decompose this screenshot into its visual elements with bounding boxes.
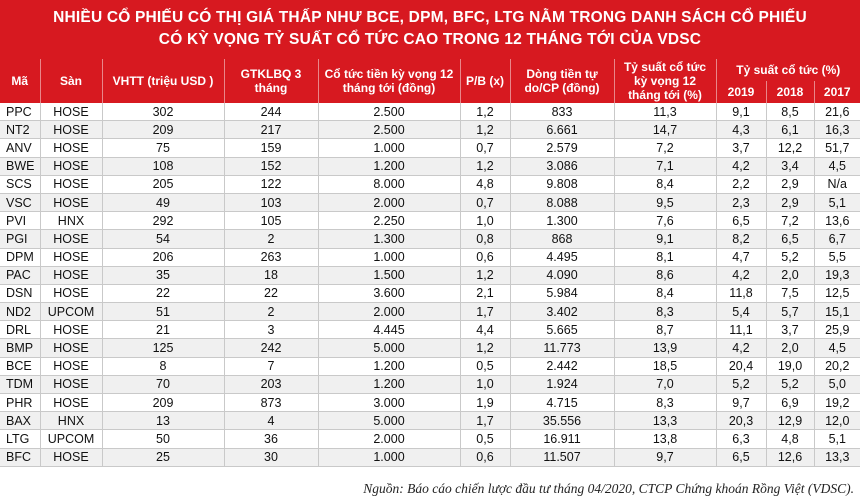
table-row bbox=[0, 121, 860, 139]
table-cell: 18 bbox=[224, 266, 318, 284]
table-row bbox=[0, 193, 860, 211]
header-ty-suat-group: Tỷ suất cổ tức (%) bbox=[716, 59, 860, 81]
table-cell: NT2 bbox=[0, 121, 40, 139]
table-cell: 6,5 bbox=[716, 212, 766, 230]
table-cell: 8,2 bbox=[716, 230, 766, 248]
table-cell: 4,5 bbox=[814, 339, 860, 357]
table-row bbox=[0, 412, 860, 430]
table-cell: HOSE bbox=[40, 394, 102, 412]
table-cell: VSC bbox=[0, 193, 40, 211]
table-cell: 13,8 bbox=[614, 430, 716, 448]
table-cell: 5.984 bbox=[510, 284, 614, 302]
table-cell: 11,3 bbox=[614, 103, 716, 121]
table-cell: 5,7 bbox=[766, 303, 814, 321]
table-cell: PPC bbox=[0, 103, 40, 121]
table-cell: 1.500 bbox=[318, 266, 460, 284]
table-cell: HOSE bbox=[40, 284, 102, 302]
table-cell: 1.200 bbox=[318, 375, 460, 393]
table-cell: 4.445 bbox=[318, 321, 460, 339]
table-cell: 7,5 bbox=[766, 284, 814, 302]
table-row bbox=[0, 448, 860, 466]
table-cell: 868 bbox=[510, 230, 614, 248]
table-cell: 6,9 bbox=[766, 394, 814, 412]
table-cell: 21,6 bbox=[814, 103, 860, 121]
table-cell: 6,5 bbox=[716, 448, 766, 466]
table-cell: 8,3 bbox=[614, 394, 716, 412]
header-ty-suat-ky-vong: Tỷ suất cổ tức kỳ vọng 12 tháng tới (%) bbox=[614, 59, 716, 103]
table-cell: 11,1 bbox=[716, 321, 766, 339]
table-cell: 263 bbox=[224, 248, 318, 266]
table-cell: 1,2 bbox=[460, 103, 510, 121]
table-cell: 49 bbox=[102, 193, 224, 211]
header-san: Sàn bbox=[40, 59, 102, 103]
table-cell: 13 bbox=[102, 412, 224, 430]
table-cell: 22 bbox=[224, 284, 318, 302]
table-cell: 5.000 bbox=[318, 412, 460, 430]
table-cell: 30 bbox=[224, 448, 318, 466]
table-cell: 1.200 bbox=[318, 357, 460, 375]
table-row bbox=[0, 357, 860, 375]
table-cell: 5.665 bbox=[510, 321, 614, 339]
table-cell: 6,7 bbox=[814, 230, 860, 248]
table-row bbox=[0, 103, 860, 121]
table-cell: 5,2 bbox=[716, 375, 766, 393]
table-cell: ND2 bbox=[0, 303, 40, 321]
table-cell: HOSE bbox=[40, 448, 102, 466]
table-cell: 2.000 bbox=[318, 193, 460, 211]
table-cell: 4,3 bbox=[716, 121, 766, 139]
table-cell: 1,7 bbox=[460, 412, 510, 430]
table-cell: HOSE bbox=[40, 230, 102, 248]
table-cell: 8,4 bbox=[614, 175, 716, 193]
table-cell: HOSE bbox=[40, 357, 102, 375]
table-cell: DPM bbox=[0, 248, 40, 266]
table-cell: 20,3 bbox=[716, 412, 766, 430]
table-cell: 5,2 bbox=[766, 375, 814, 393]
table-cell: 3,7 bbox=[766, 321, 814, 339]
table-cell: 20,4 bbox=[716, 357, 766, 375]
table-cell: 873 bbox=[224, 394, 318, 412]
table-cell: 1,2 bbox=[460, 121, 510, 139]
table-cell: 9,1 bbox=[614, 230, 716, 248]
table-cell: DRL bbox=[0, 321, 40, 339]
table-cell: 209 bbox=[102, 394, 224, 412]
table-cell: 2.500 bbox=[318, 103, 460, 121]
table-cell: HOSE bbox=[40, 375, 102, 393]
table-cell: 51 bbox=[102, 303, 224, 321]
table-cell: 2.000 bbox=[318, 430, 460, 448]
table-cell: 13,3 bbox=[614, 412, 716, 430]
table-cell: 1.924 bbox=[510, 375, 614, 393]
table-cell: 1,9 bbox=[460, 394, 510, 412]
table-row bbox=[0, 248, 860, 266]
header-co-tuc-ky-vong: Cổ tức tiền kỳ vọng 12 tháng tới (đồng) bbox=[318, 59, 460, 103]
table-cell: 2,3 bbox=[716, 193, 766, 211]
table-cell: 3,7 bbox=[716, 139, 766, 157]
table-cell: 4.495 bbox=[510, 248, 614, 266]
header-dong-tien: Dòng tiền tự do/CP (đồng) bbox=[510, 59, 614, 103]
title-banner bbox=[0, 0, 860, 59]
table-cell: 11.507 bbox=[510, 448, 614, 466]
table-cell: BAX bbox=[0, 412, 40, 430]
table-cell: 4.715 bbox=[510, 394, 614, 412]
table-cell: HOSE bbox=[40, 266, 102, 284]
table-row bbox=[0, 175, 860, 193]
table-cell: 4,8 bbox=[766, 430, 814, 448]
table-cell: 2,0 bbox=[766, 339, 814, 357]
table-cell: BMP bbox=[0, 339, 40, 357]
table-cell: 4,5 bbox=[814, 157, 860, 175]
table-row bbox=[0, 321, 860, 339]
table-cell: 8 bbox=[102, 357, 224, 375]
table-cell: 13,9 bbox=[614, 339, 716, 357]
table-cell: 292 bbox=[102, 212, 224, 230]
header-year-2017: 2017 bbox=[814, 81, 860, 103]
table-cell: HOSE bbox=[40, 103, 102, 121]
table-cell: 13,6 bbox=[814, 212, 860, 230]
table-cell: 3,4 bbox=[766, 157, 814, 175]
table-cell: 7 bbox=[224, 357, 318, 375]
table-cell: HNX bbox=[40, 412, 102, 430]
source-note: Nguồn: Báo cáo chiến lược đầu tư tháng 04/2020, CTCP Chứng khoán Rồng Việt (VDSC). bbox=[363, 480, 854, 496]
table-cell: SCS bbox=[0, 175, 40, 193]
table-cell: 4,4 bbox=[460, 321, 510, 339]
table-cell: 1,2 bbox=[460, 157, 510, 175]
table-cell: HOSE bbox=[40, 175, 102, 193]
table-cell: 25,9 bbox=[814, 321, 860, 339]
table-cell: 12,2 bbox=[766, 139, 814, 157]
table-row bbox=[0, 266, 860, 284]
table-cell: 1.000 bbox=[318, 448, 460, 466]
table-cell: LTG bbox=[0, 430, 40, 448]
table-row bbox=[0, 303, 860, 321]
table-cell: 9,5 bbox=[614, 193, 716, 211]
table-cell: 4,7 bbox=[716, 248, 766, 266]
table-cell: 8,3 bbox=[614, 303, 716, 321]
table-cell: PGI bbox=[0, 230, 40, 248]
table-cell: ANV bbox=[0, 139, 40, 157]
table-row bbox=[0, 284, 860, 302]
table-cell: 21 bbox=[102, 321, 224, 339]
table-cell: 9,7 bbox=[716, 394, 766, 412]
table-row bbox=[0, 139, 860, 157]
header-gtklbq: GTKLBQ 3 tháng bbox=[224, 59, 318, 103]
table-cell: 5,2 bbox=[766, 248, 814, 266]
table-cell: 8,4 bbox=[614, 284, 716, 302]
table-cell: 75 bbox=[102, 139, 224, 157]
table-cell: 209 bbox=[102, 121, 224, 139]
table-cell: 12,0 bbox=[814, 412, 860, 430]
table-cell: 19,3 bbox=[814, 266, 860, 284]
table-cell: 2.579 bbox=[510, 139, 614, 157]
header-ma: Mã bbox=[0, 59, 40, 103]
table-cell: 7,2 bbox=[766, 212, 814, 230]
table-cell: 50 bbox=[102, 430, 224, 448]
table-cell: HOSE bbox=[40, 248, 102, 266]
table-cell: 302 bbox=[102, 103, 224, 121]
table-cell: HOSE bbox=[40, 121, 102, 139]
table-cell: PVI bbox=[0, 212, 40, 230]
table-cell: 25 bbox=[102, 448, 224, 466]
table-cell: 4 bbox=[224, 412, 318, 430]
table-cell: HOSE bbox=[40, 157, 102, 175]
table-cell: 11,8 bbox=[716, 284, 766, 302]
table-cell: 7,1 bbox=[614, 157, 716, 175]
table-cell: UPCOM bbox=[40, 303, 102, 321]
table-cell: 12,6 bbox=[766, 448, 814, 466]
table-cell: 5,1 bbox=[814, 430, 860, 448]
table-cell: DSN bbox=[0, 284, 40, 302]
table-cell: 3.000 bbox=[318, 394, 460, 412]
table-cell: 1,2 bbox=[460, 266, 510, 284]
table-cell: 12,9 bbox=[766, 412, 814, 430]
table-cell: 833 bbox=[510, 103, 614, 121]
table-cell: 2,9 bbox=[766, 175, 814, 193]
table-cell: 0,5 bbox=[460, 357, 510, 375]
table-cell: 9,7 bbox=[614, 448, 716, 466]
table-cell: BFC bbox=[0, 448, 40, 466]
table-cell: 8.000 bbox=[318, 175, 460, 193]
table-cell: 0,6 bbox=[460, 448, 510, 466]
table-cell: 1,0 bbox=[460, 212, 510, 230]
table-cell: 5,5 bbox=[814, 248, 860, 266]
table-cell: 19,0 bbox=[766, 357, 814, 375]
table-cell: 18,5 bbox=[614, 357, 716, 375]
table-cell: 6.661 bbox=[510, 121, 614, 139]
table-cell: 7,6 bbox=[614, 212, 716, 230]
table-cell: 4,2 bbox=[716, 339, 766, 357]
table-row bbox=[0, 430, 860, 448]
table-cell: 1,2 bbox=[460, 339, 510, 357]
table-cell: HNX bbox=[40, 212, 102, 230]
table-cell: 1,0 bbox=[460, 375, 510, 393]
table-cell: 217 bbox=[224, 121, 318, 139]
table-cell: 7,0 bbox=[614, 375, 716, 393]
table-row bbox=[0, 157, 860, 175]
table-cell: 3.402 bbox=[510, 303, 614, 321]
table-cell: 2,0 bbox=[766, 266, 814, 284]
table-cell: 2.250 bbox=[318, 212, 460, 230]
table-cell: 7,2 bbox=[614, 139, 716, 157]
table-cell: 0,7 bbox=[460, 193, 510, 211]
table-cell: 4,8 bbox=[460, 175, 510, 193]
table-cell: N/a bbox=[814, 175, 860, 193]
table-row bbox=[0, 212, 860, 230]
table-row bbox=[0, 394, 860, 412]
table-cell: 1.200 bbox=[318, 157, 460, 175]
table-cell: 3.600 bbox=[318, 284, 460, 302]
table-cell: 5,0 bbox=[814, 375, 860, 393]
table-cell: 19,2 bbox=[814, 394, 860, 412]
table-cell: 159 bbox=[224, 139, 318, 157]
table-cell: 152 bbox=[224, 157, 318, 175]
table-cell: 2.500 bbox=[318, 121, 460, 139]
table-cell: 2.442 bbox=[510, 357, 614, 375]
table-cell: 205 bbox=[102, 175, 224, 193]
table-cell: 2,2 bbox=[716, 175, 766, 193]
table-cell: 1.000 bbox=[318, 248, 460, 266]
table-cell: 108 bbox=[102, 157, 224, 175]
dividend-table bbox=[0, 59, 860, 467]
table-cell: 3 bbox=[224, 321, 318, 339]
table-cell: 5.000 bbox=[318, 339, 460, 357]
table-cell: 4,2 bbox=[716, 266, 766, 284]
table-cell: 35.556 bbox=[510, 412, 614, 430]
table-cell: 105 bbox=[224, 212, 318, 230]
table-cell: HOSE bbox=[40, 193, 102, 211]
table-cell: 203 bbox=[224, 375, 318, 393]
table-cell: 16,3 bbox=[814, 121, 860, 139]
table-cell: 2,9 bbox=[766, 193, 814, 211]
table-cell: 242 bbox=[224, 339, 318, 357]
table-cell: 11.773 bbox=[510, 339, 614, 357]
table-cell: 0,5 bbox=[460, 430, 510, 448]
table-cell: 15,1 bbox=[814, 303, 860, 321]
table-cell: 206 bbox=[102, 248, 224, 266]
header-year-2018: 2018 bbox=[766, 81, 814, 103]
table-cell: BCE bbox=[0, 357, 40, 375]
table-cell: 13,3 bbox=[814, 448, 860, 466]
table-cell: 244 bbox=[224, 103, 318, 121]
table-cell: 0,6 bbox=[460, 248, 510, 266]
title-line-2: CÓ KỲ VỌNG TỶ SUẤT CỔ TỨC CAO TRONG 12 THÁNG TỚI CỦA VDSC bbox=[158, 31, 702, 48]
table-cell: 8,1 bbox=[614, 248, 716, 266]
table-cell: PAC bbox=[0, 266, 40, 284]
table-cell: 36 bbox=[224, 430, 318, 448]
header-pb: P/B (x) bbox=[460, 59, 510, 103]
table-row bbox=[0, 375, 860, 393]
table-cell: 0,7 bbox=[460, 139, 510, 157]
table-cell: 35 bbox=[102, 266, 224, 284]
table-cell: 6,1 bbox=[766, 121, 814, 139]
title-line-1: NHIỀU CỔ PHIẾU CÓ THỊ GIÁ THẤP NHƯ BCE, DPM, BFC, LTG NẰM TRONG DANH SÁCH CỔ PHIẾU bbox=[53, 9, 807, 26]
table-cell: 54 bbox=[102, 230, 224, 248]
table-cell: 5,1 bbox=[814, 193, 860, 211]
table-cell: 103 bbox=[224, 193, 318, 211]
table-cell: UPCOM bbox=[40, 430, 102, 448]
table-cell: 20,2 bbox=[814, 357, 860, 375]
table-cell: 1.000 bbox=[318, 139, 460, 157]
table-cell: 4,2 bbox=[716, 157, 766, 175]
table-cell: 8,7 bbox=[614, 321, 716, 339]
table-row bbox=[0, 230, 860, 248]
table-cell: 6,3 bbox=[716, 430, 766, 448]
table-cell: HOSE bbox=[40, 321, 102, 339]
table-cell: BWE bbox=[0, 157, 40, 175]
table-cell: 3.086 bbox=[510, 157, 614, 175]
table-cell: 1.300 bbox=[510, 212, 614, 230]
table-cell: 2.000 bbox=[318, 303, 460, 321]
table-cell: 2,1 bbox=[460, 284, 510, 302]
table-body bbox=[0, 103, 860, 466]
table-cell: 12,5 bbox=[814, 284, 860, 302]
table-cell: PHR bbox=[0, 394, 40, 412]
table-cell: 125 bbox=[102, 339, 224, 357]
table-cell: 4.090 bbox=[510, 266, 614, 284]
table-cell: 122 bbox=[224, 175, 318, 193]
table-cell: 2 bbox=[224, 230, 318, 248]
header-year-2019: 2019 bbox=[716, 81, 766, 103]
table-cell: 51,7 bbox=[814, 139, 860, 157]
table-cell: 70 bbox=[102, 375, 224, 393]
table-cell: 8.088 bbox=[510, 193, 614, 211]
table-cell: 6,5 bbox=[766, 230, 814, 248]
table-cell: 14,7 bbox=[614, 121, 716, 139]
table-cell: 9.808 bbox=[510, 175, 614, 193]
table-cell: 16.911 bbox=[510, 430, 614, 448]
table-cell: 2 bbox=[224, 303, 318, 321]
table-row bbox=[0, 339, 860, 357]
table-cell: 5,4 bbox=[716, 303, 766, 321]
header-vhtt: VHTT (triệu USD ) bbox=[102, 59, 224, 103]
table-cell: 9,1 bbox=[716, 103, 766, 121]
table-cell: HOSE bbox=[40, 339, 102, 357]
table-cell: 1,7 bbox=[460, 303, 510, 321]
table-cell: 1.300 bbox=[318, 230, 460, 248]
table-cell: 0,8 bbox=[460, 230, 510, 248]
table-cell: HOSE bbox=[40, 139, 102, 157]
table-cell: 8,5 bbox=[766, 103, 814, 121]
table-cell: 8,6 bbox=[614, 266, 716, 284]
table-cell: 22 bbox=[102, 284, 224, 302]
table-cell: TDM bbox=[0, 375, 40, 393]
